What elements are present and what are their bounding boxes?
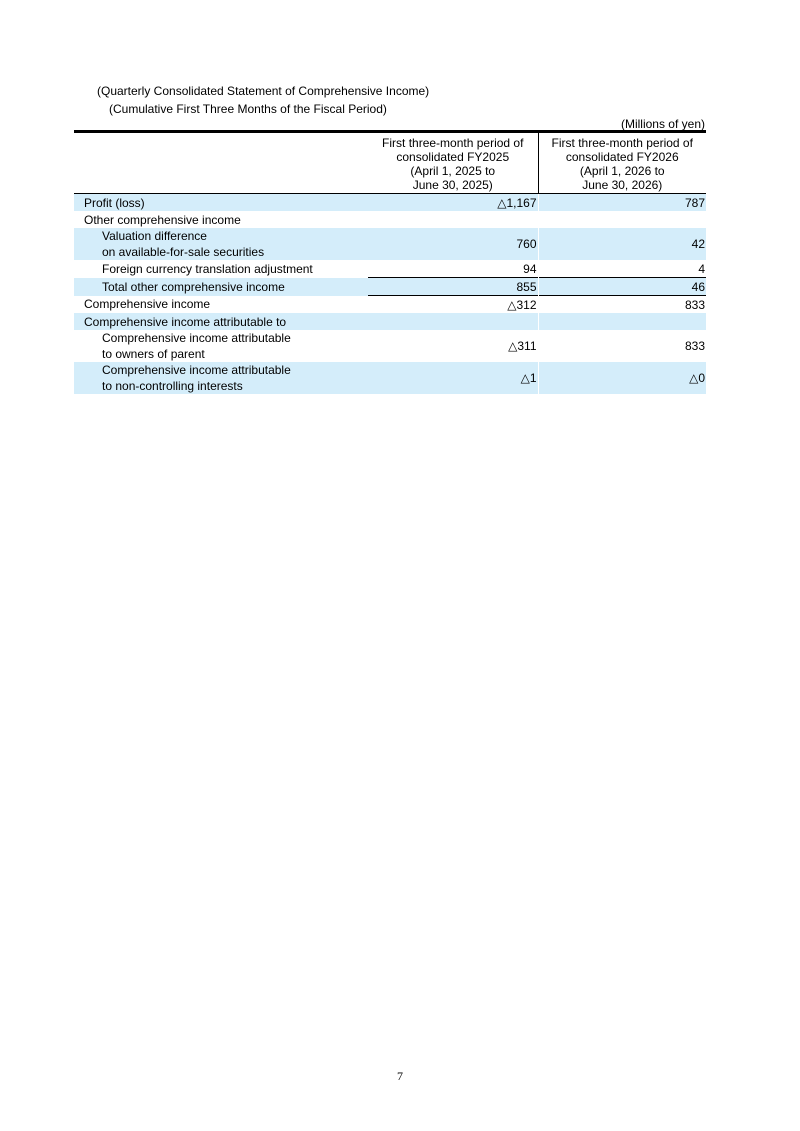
comprehensive-income-table bbox=[74, 130, 706, 394]
table-row bbox=[74, 260, 706, 278]
header-line: June 30, 2025) bbox=[412, 178, 493, 192]
row-label-line: to non-controlling interests bbox=[102, 379, 243, 393]
value-fy2025: 760 bbox=[368, 228, 538, 260]
table-row bbox=[74, 330, 706, 362]
header-label-cell bbox=[74, 132, 368, 194]
table-row bbox=[74, 211, 706, 228]
row-label bbox=[74, 330, 368, 362]
value-fy2026: 4 bbox=[698, 261, 705, 276]
value-fy2026: △0 bbox=[538, 362, 706, 394]
row-label: Comprehensive income bbox=[84, 297, 211, 312]
row-label-line: Comprehensive income attributable bbox=[102, 331, 291, 345]
value-fy2026: 46 bbox=[538, 278, 706, 296]
table-row bbox=[74, 313, 706, 330]
statement-title: (Quarterly Consolidated Statement of Comprehensive Income) bbox=[97, 84, 430, 98]
table-row bbox=[74, 194, 706, 212]
row-label: Total other comprehensive income bbox=[74, 278, 368, 296]
row-label bbox=[74, 362, 368, 394]
row-label bbox=[74, 228, 368, 260]
row-label: Other comprehensive income bbox=[84, 212, 241, 227]
row-label-line: to owners of parent bbox=[102, 347, 205, 361]
unit-label: (Millions of yen) bbox=[620, 117, 705, 131]
header-line: consolidated FY2025 bbox=[396, 150, 510, 164]
value-fy2025: 855 bbox=[368, 278, 538, 296]
table-row bbox=[74, 296, 706, 314]
table-row bbox=[74, 278, 706, 296]
header-line: consolidated FY2026 bbox=[565, 150, 679, 164]
value-fy2026 bbox=[538, 211, 706, 228]
value-fy2025: 94 bbox=[368, 260, 538, 278]
value-fy2026: 833 bbox=[684, 339, 705, 353]
header-line: (April 1, 2025 to bbox=[410, 164, 496, 178]
header-line: (April 1, 2026 to bbox=[579, 164, 665, 178]
value-fy2026: 787 bbox=[538, 194, 706, 212]
value-fy2025 bbox=[368, 211, 538, 228]
header-period-fy2025 bbox=[368, 132, 538, 194]
row-label-line: Valuation difference bbox=[102, 229, 207, 243]
value-fy2025 bbox=[368, 313, 538, 330]
header-line: First three-month period of bbox=[551, 136, 693, 150]
period-subtitle: (Cumulative First Three Months of the Fiscal Period) bbox=[109, 102, 387, 116]
header-line: June 30, 2026) bbox=[582, 178, 663, 192]
value-fy2026: 833 bbox=[538, 296, 706, 314]
value-fy2025: △1 bbox=[368, 362, 538, 394]
header-period-fy2026 bbox=[538, 132, 706, 194]
row-label-line: on available-for-sale securities bbox=[102, 245, 265, 259]
value-fy2025: △311 bbox=[368, 330, 538, 362]
table-header-row bbox=[74, 132, 706, 194]
row-label: Foreign currency translation adjustment bbox=[102, 261, 313, 276]
table-row bbox=[74, 362, 706, 394]
value-fy2025: △312 bbox=[368, 296, 538, 314]
row-label: Comprehensive income attributable to bbox=[74, 313, 368, 330]
value-fy2026: 42 bbox=[538, 228, 706, 260]
header-line: First three-month period of bbox=[382, 136, 524, 150]
row-label-line: Comprehensive income attributable bbox=[102, 363, 291, 377]
value-fy2025: △1,167 bbox=[368, 194, 538, 212]
table-row bbox=[74, 228, 706, 260]
page-number: 7 bbox=[397, 1069, 403, 1083]
value-fy2026 bbox=[538, 313, 706, 330]
row-label: Profit (loss) bbox=[74, 194, 368, 212]
